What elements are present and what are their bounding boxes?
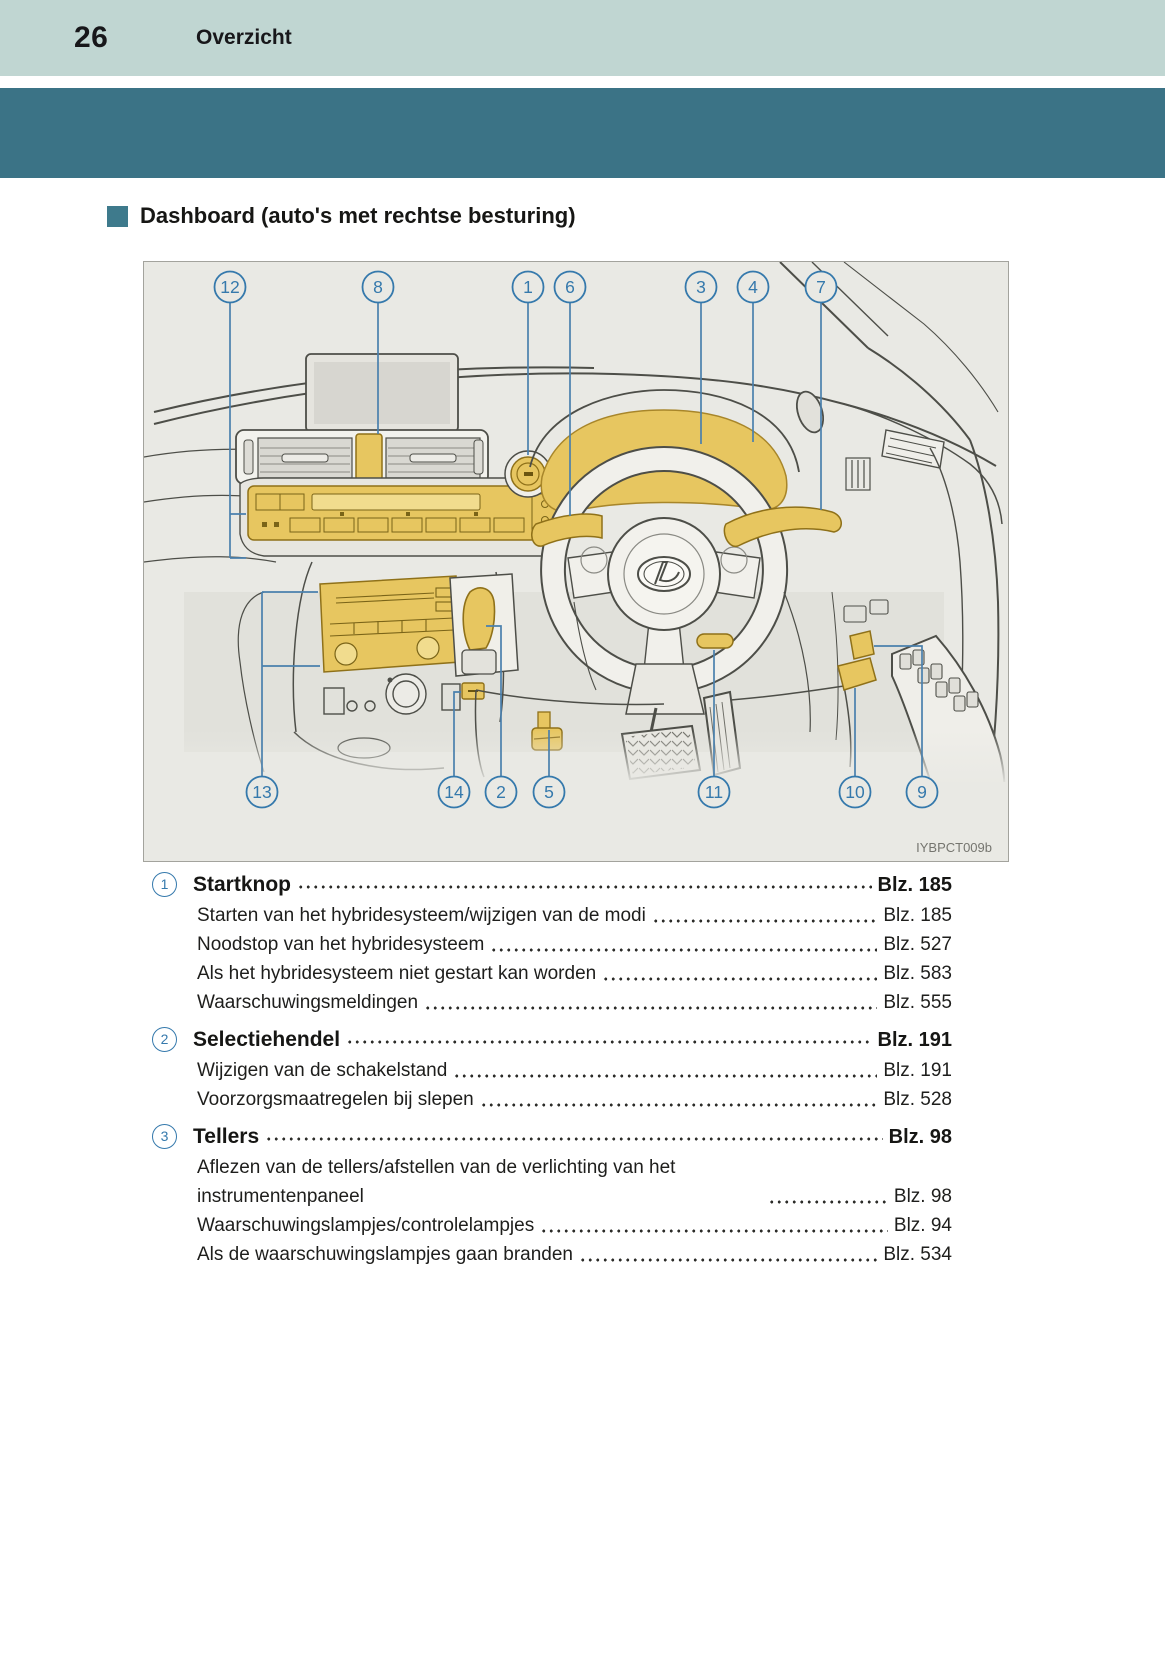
figure-watermark: IYBPCT009b [916, 840, 992, 855]
callout-10 [840, 777, 871, 808]
figure-index [152, 872, 952, 1269]
index-item-tellers [152, 1124, 952, 1269]
header-band [0, 0, 1165, 76]
dot-leader [424, 1006, 877, 1010]
subitem-label: Waarschuwingslampjes/controlelampjes [197, 1215, 535, 1236]
subitem-page-ref: Blz. 185 [883, 905, 952, 926]
index-subitem [197, 959, 952, 988]
subitem-label: Als het hybridesysteem niet gestart kan worden [197, 963, 597, 984]
item-title: Tellers [193, 1124, 260, 1148]
svg-text:13: 13 [252, 782, 272, 802]
svg-text:2: 2 [496, 782, 506, 802]
svg-text:12: 12 [220, 277, 240, 297]
tilt-lever-highlight [697, 634, 733, 648]
subitem-label: Als de waarschuwingslampjes gaan branden [197, 1244, 574, 1265]
dot-leader [579, 1258, 877, 1262]
index-item-startknop [152, 872, 952, 1017]
item-number-badge: 3 [152, 1124, 177, 1149]
index-item-selectiehendel [152, 1027, 952, 1114]
callout-12 [215, 272, 246, 303]
dashboard-figure [143, 261, 1009, 862]
chapter-color-band [0, 88, 1165, 178]
dot-leader [490, 948, 877, 952]
item-number-badge: 2 [152, 1027, 177, 1052]
callout-9 [907, 777, 938, 808]
art-fade [144, 730, 1008, 786]
knee-switch-upper-highlight [850, 631, 874, 659]
subitem-label: Wijzigen van de schakelstand [197, 1060, 448, 1081]
callout-4 [738, 272, 769, 303]
subitem-page-ref: Blz. 94 [893, 1215, 952, 1236]
dot-leader [768, 1200, 888, 1204]
index-subitem [197, 1153, 952, 1211]
index-subitem [197, 930, 952, 959]
callout-8 [363, 272, 394, 303]
chapter-title: Overzicht [196, 26, 292, 49]
item-page-ref: Blz. 98 [888, 1126, 952, 1148]
svg-text:10: 10 [845, 782, 865, 802]
shift-lever-area [450, 574, 518, 676]
callout-2 [486, 777, 517, 808]
svg-text:8: 8 [373, 277, 383, 297]
item-number-badge: 1 [152, 872, 177, 897]
subitem-label: Starten van het hybridesysteem/wijzigen van de modi [197, 905, 646, 926]
dot-leader [602, 977, 877, 981]
audio-panel-highlight [320, 576, 460, 672]
dot-leader [480, 1103, 878, 1107]
subitem-label: Aflezen van de tellers/afstellen van de verlichting van het instrumentenpaneel [197, 1157, 676, 1207]
callout-1 [513, 272, 544, 303]
subitem-page-ref: Blz. 583 [883, 963, 952, 984]
svg-text:1: 1 [523, 277, 533, 297]
section-title: Dashboard (auto's met rechtse besturing) [140, 203, 576, 228]
index-subitem [197, 1211, 952, 1240]
callout-5 [534, 777, 565, 808]
callout-3 [686, 272, 717, 303]
svg-text:11: 11 [704, 782, 724, 802]
subitem-page-ref: Blz. 534 [883, 1244, 952, 1265]
svg-text:5: 5 [544, 782, 554, 802]
section-heading [107, 201, 1165, 231]
dot-leader [652, 919, 877, 923]
subitem-page-ref: Blz. 527 [883, 934, 952, 955]
callout-6 [555, 272, 586, 303]
lexus-logo [638, 557, 690, 591]
index-item-head [152, 872, 952, 897]
header-gap [0, 76, 1165, 88]
page-number: 26 [74, 21, 109, 54]
dot-leader [346, 1040, 871, 1044]
index-item-head [152, 1124, 952, 1149]
index-subitem [197, 988, 952, 1017]
dashboard-illustration [144, 262, 1008, 861]
dot-leader [453, 1074, 877, 1078]
svg-text:3: 3 [696, 277, 706, 297]
svg-text:4: 4 [748, 277, 758, 297]
item-page-ref: Blz. 191 [877, 1029, 952, 1051]
dot-leader [540, 1229, 888, 1233]
subitem-label: Waarschuwingsmeldingen [197, 992, 419, 1013]
svg-text:7: 7 [816, 277, 826, 297]
index-subitem [197, 901, 952, 930]
item-title: Selectiehendel [193, 1027, 341, 1051]
callout-7 [806, 272, 837, 303]
subitem-page-ref: Blz. 528 [883, 1089, 952, 1110]
shift-lever-highlight [463, 588, 494, 650]
svg-text:6: 6 [565, 277, 575, 297]
hazard-switch-highlight [356, 434, 382, 480]
index-item-head [152, 1027, 952, 1052]
index-subitem [197, 1085, 952, 1114]
subitem-label: Voorzorgsmaatregelen bij slepen [197, 1089, 474, 1110]
index-subitem [197, 1056, 952, 1085]
section-bullet-square [107, 206, 128, 227]
callout-13 [247, 777, 278, 808]
callout-11 [699, 777, 730, 808]
item-title: Startknop [193, 872, 292, 896]
subitem-page-ref: Blz. 191 [883, 1060, 952, 1081]
subitem-page-ref: Blz. 555 [883, 992, 952, 1013]
svg-text:14: 14 [444, 782, 464, 802]
dot-leader [265, 1137, 882, 1141]
subitem-page-ref: Blz. 98 [893, 1186, 952, 1207]
index-subitem [197, 1240, 952, 1269]
svg-text:9: 9 [917, 782, 927, 802]
item-page-ref: Blz. 185 [877, 874, 952, 896]
subitem-label: Noodstop van het hybridesysteem [197, 934, 485, 955]
callout-14 [439, 777, 470, 808]
dot-leader [297, 885, 872, 889]
